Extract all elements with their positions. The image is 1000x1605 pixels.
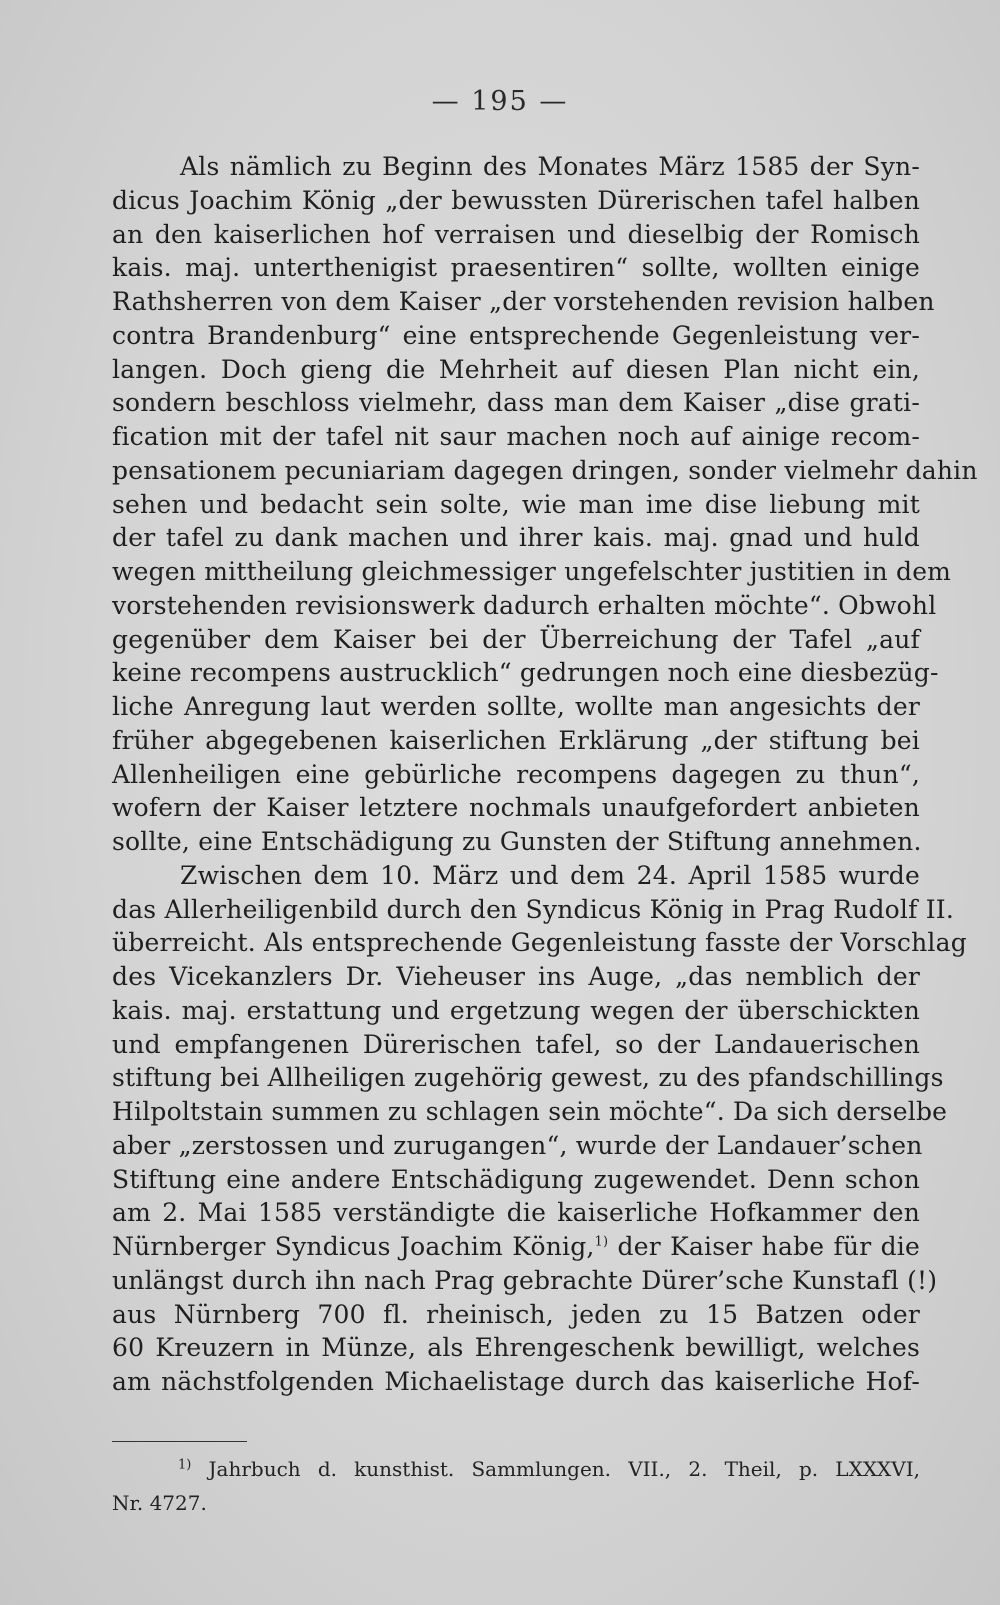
text-line: Zwischen dem 10. März und dem 24. April 1585 wurde [180, 860, 920, 890]
paragraph-2 [112, 859, 967, 1399]
text-line: kais. maj. erstattung und ergetzung wegen der überschickten [112, 995, 920, 1025]
text-line: sollte, eine Entschädigung zu Gunsten der Stiftung annehmen. [112, 827, 922, 856]
body-text [112, 150, 978, 1399]
footnote-mark: 1) [178, 1457, 192, 1473]
text-line: Hilpoltstain summen zu schlagen sein möchte“. Da sich derselbe [112, 1097, 948, 1126]
text-line: kais. maj. unterthenigist praesentiren“ sollte, wollten einige [112, 253, 920, 283]
footnote-text: Jahrbuch d. kunsthist. Sammlungen. VII., 2. Theil, p. LXXXVI, [191, 1457, 920, 1481]
text-line: Allenheiligen eine gebürliche recompens dagegen zu thun“, [112, 759, 920, 789]
text-line: Stiftung eine andere Entschädigung zugewendet. Denn schon [112, 1164, 920, 1194]
text-line: aber „zerstossen und zurugangen“, wurde der Landauer’schen [112, 1130, 923, 1160]
page-number: — 195 — [431, 86, 569, 117]
text-line: am 2. Mai 1585 verständigte die kaiserliche Hofkammer den [112, 1198, 920, 1228]
footnote-reference: 1) [594, 1234, 609, 1250]
text-line: gegenüber dem Kaiser bei der Überreichung der Tafel „auf [112, 624, 920, 654]
text-line: fication mit der tafel nit saur machen noch auf ainige recom- [112, 422, 920, 451]
text-line: vorstehenden revisionswerk dadurch erhalten möchte“. Obwohl [112, 590, 937, 620]
text-line: Als nämlich zu Beginn des Monates März 1585 der Syn- [180, 152, 920, 181]
text-segment: der Kaiser habe für die [608, 1232, 920, 1261]
footnote-line: Nr. 4727. [112, 1491, 207, 1515]
footnote-divider [112, 1441, 247, 1442]
text-line: pensationem pecuniariam dagegen dringen, sonder vielmehr dahin [112, 455, 978, 485]
text-line: am nächstfolgenden Michaelistage durch das kaiserliche Hof- [112, 1367, 920, 1396]
text-line: aus Nürnberg 700 fl. rheinisch, jeden zu 15 Batzen oder [112, 1299, 920, 1329]
text-line-with-footnote-ref [112, 1230, 920, 1264]
text-line: keine recompens austrucklich“ gedrungen noch eine diesbezüg- [112, 658, 939, 688]
text-line: sehen und bedacht sein solte, wie man ime dise liebung mit [112, 489, 920, 519]
text-line: Rathsherren von dem Kaiser „der vorstehenden revision halben [112, 287, 935, 316]
text-line: wegen mittheilung gleichmessiger ungefelschter justitien in dem [112, 557, 952, 586]
text-line: wofern der Kaiser letztere nochmals unaufgefordert anbieten [112, 793, 920, 823]
text-line: contra Brandenburg“ eine entsprechende Gegenleistung ver- [112, 320, 920, 350]
text-line: unlängst durch ihn nach Prag gebrachte Dürer’sche Kunstafl (!) [112, 1265, 938, 1295]
text-line: stiftung bei Allheiligen zugehörig gewest, zu des pfandschillings [112, 1063, 944, 1093]
text-line: an den kaiserlichen hof verraisen und dieselbig der Romisch [112, 219, 920, 249]
footnote-line [112, 1452, 920, 1486]
text-line: dicus Joachim König „der bewussten Dürerischen tafel halben [112, 185, 920, 215]
text-line: sondern beschloss vielmehr, dass man dem Kaiser „dise grati- [112, 388, 920, 418]
text-segment: Nürnberger Syndicus Joachim König, [112, 1232, 595, 1261]
text-line: 60 Kreuzern in Münze, als Ehrengeschenk bewilligt, welches [112, 1333, 920, 1363]
text-line: liche Anregung laut werden sollte, wollte man angesichts der [112, 692, 920, 721]
text-line: des Vicekanzlers Dr. Vieheuser ins Auge, „das nemblich der [112, 962, 920, 991]
text-line: das Allerheiligenbild durch den Syndicus König in Prag Rudolf II. [112, 894, 955, 924]
text-line: überreicht. Als entsprechende Gegenleistung fasste der Vorschlag [112, 928, 967, 958]
text-line: und empfangenen Dürerischen tafel, so der Landauerischen [112, 1029, 920, 1059]
text-line: früher abgegebenen kaiserlichen Erklärung „der stiftung bei [112, 725, 920, 755]
paragraph-1 [112, 150, 978, 859]
footnotes [112, 1452, 920, 1520]
text-line: langen. Doch gieng die Mehrheit auf diesen Plan nicht ein, [112, 354, 920, 384]
text-line: der tafel zu dank machen und ihrer kais. maj. gnad und huld [112, 523, 920, 553]
